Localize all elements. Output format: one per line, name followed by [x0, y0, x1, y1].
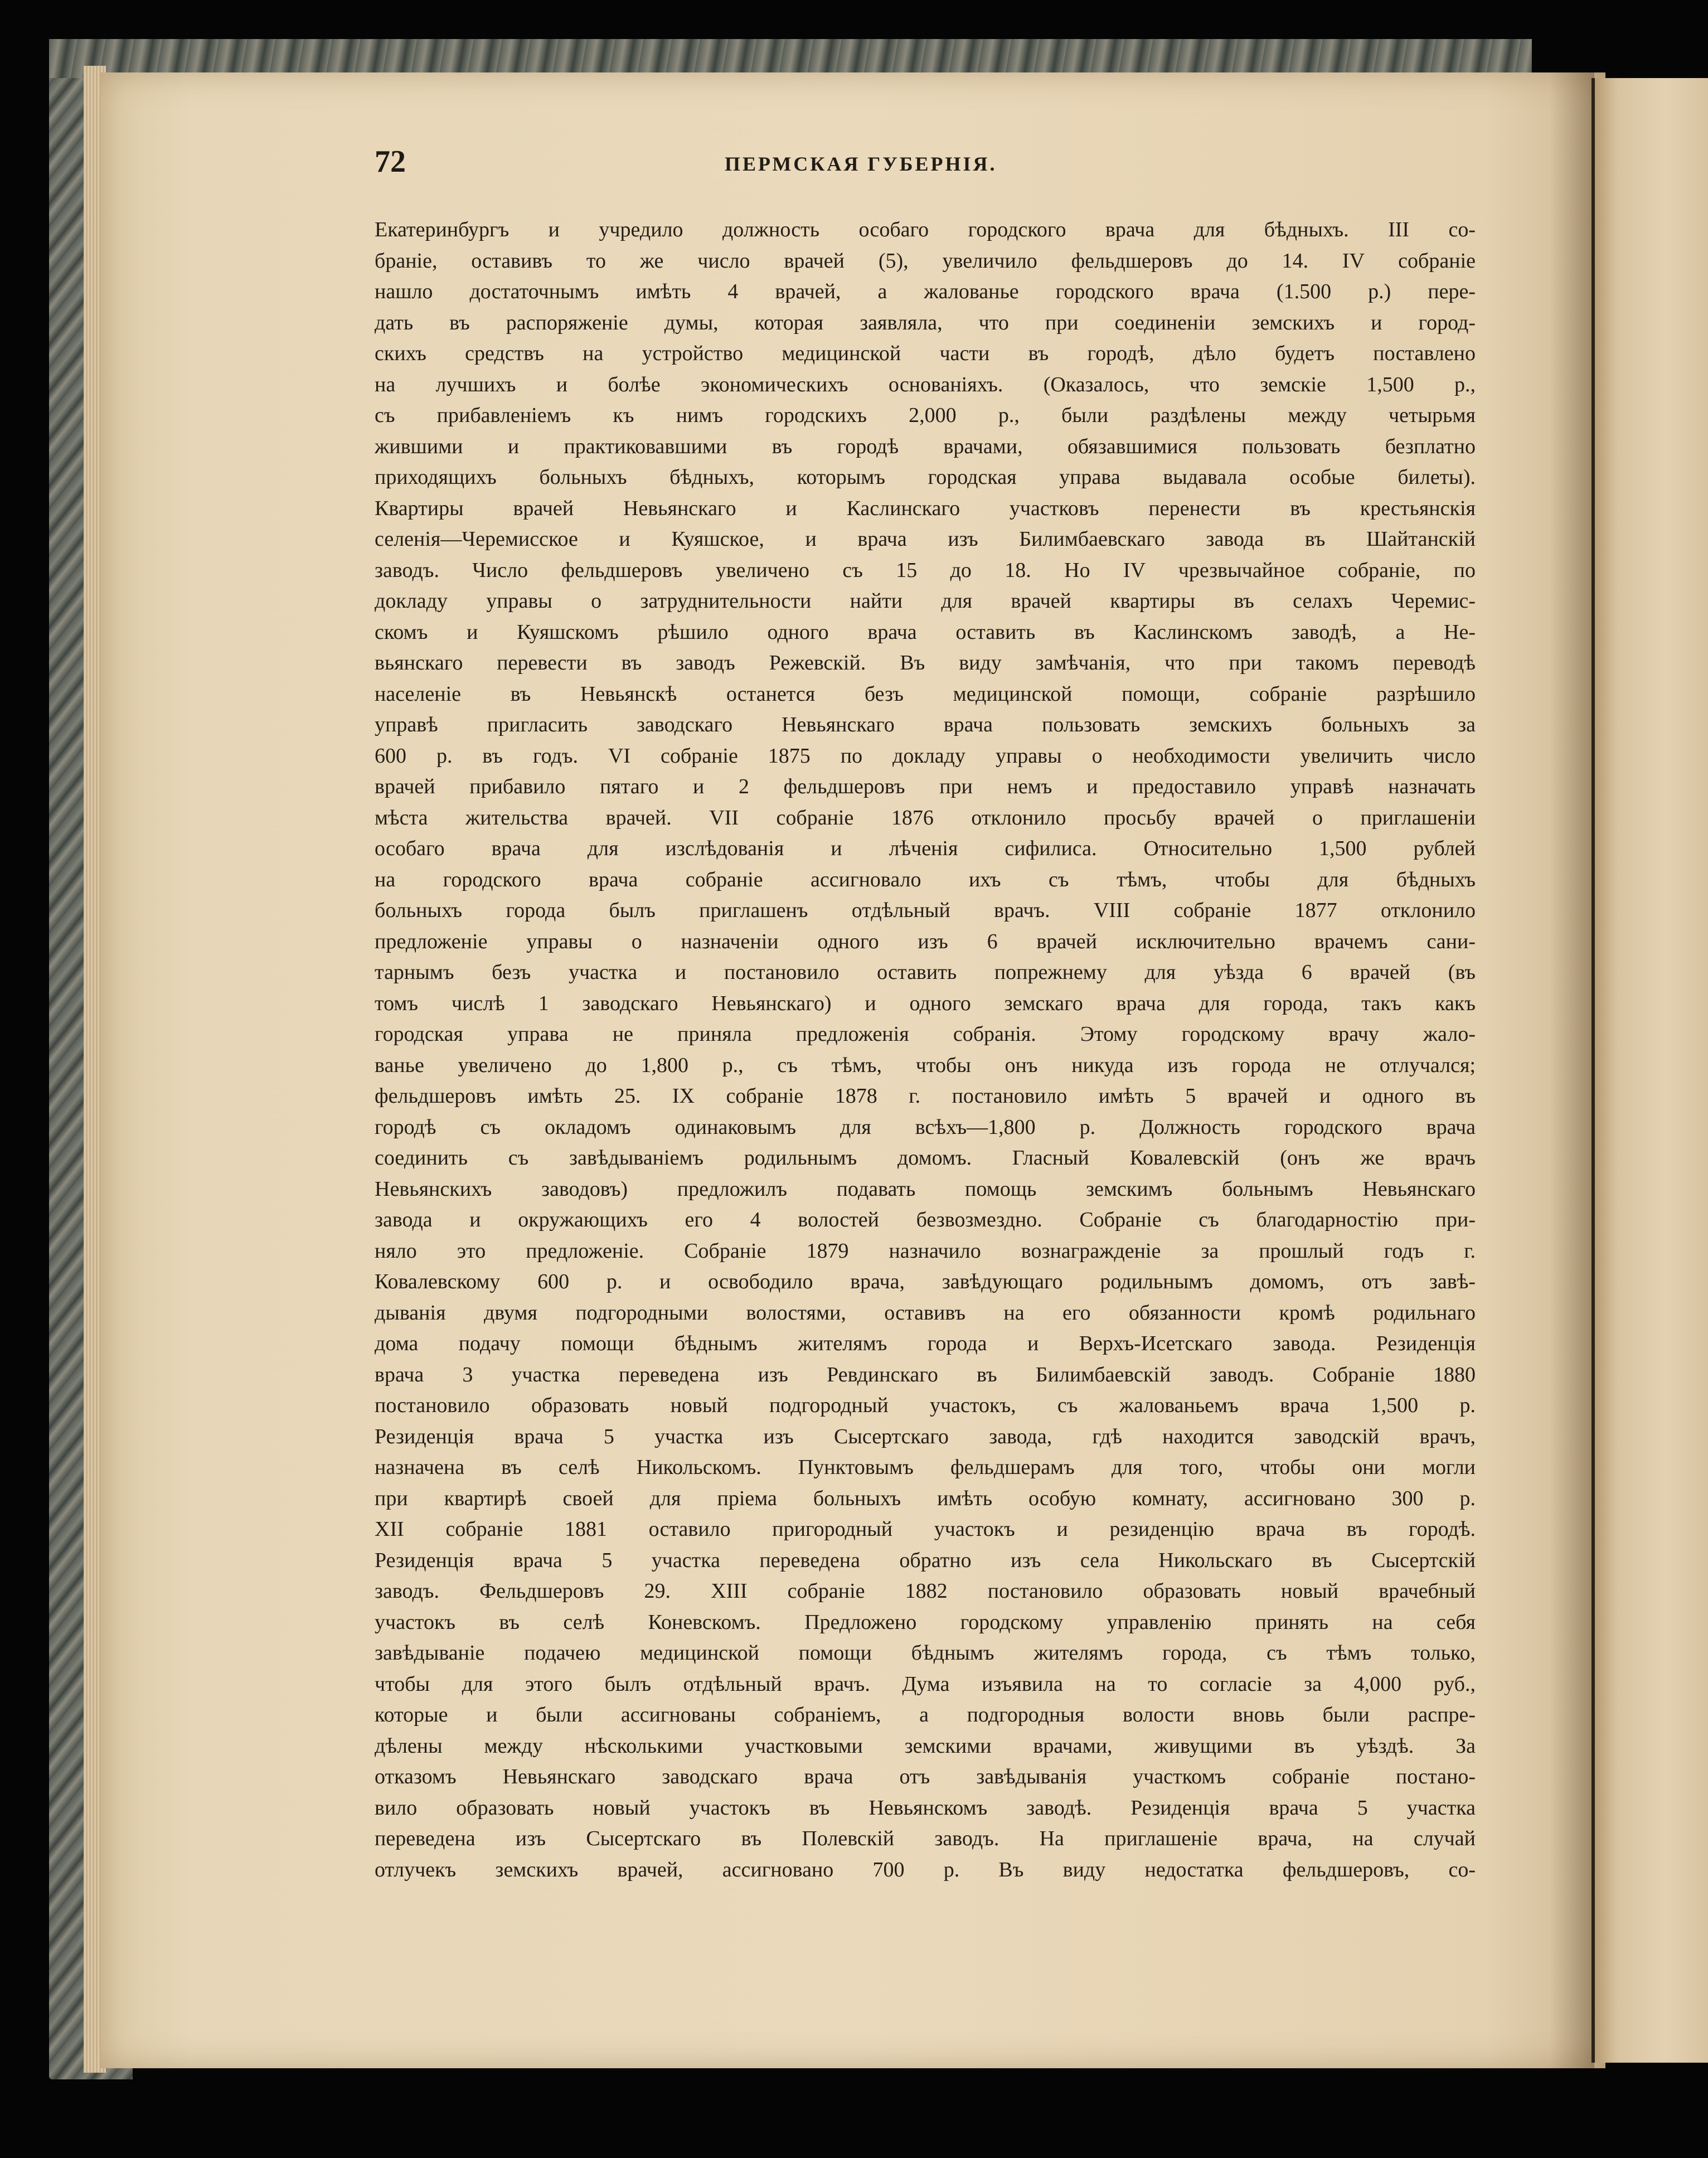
- text-line: скомъ и Куяшскомъ рѣшило одного врача оставить въ Каслинскомъ заводѣ, а Не-: [375, 620, 1476, 644]
- text-line: ванье увеличено до 1,800 р., съ тѣмъ, чтобы онъ никуда изъ города не отлучался;: [375, 1053, 1476, 1077]
- text-line: на лучшихъ и болѣе экономическихъ основаніяхъ. (Оказалось, что земскіе 1,500 р.,: [375, 372, 1476, 396]
- text-line: Резиденція врача 5 участка изъ Сысертскаго завода, гдѣ находится заводскій врачъ,: [375, 1424, 1476, 1448]
- text-line: тарнымъ безъ участка и постановило оставить попрежнему для уѣзда 6 врачей (въ: [375, 961, 1476, 984]
- text-line: чтобы для этого былъ отдѣльный врачъ. Дума изъявила на то согласіе за 4,000 руб.,: [375, 1672, 1476, 1696]
- text-line: больныхъ города былъ приглашенъ отдѣльный врачъ. VIII собраніе 1877 отклонило: [375, 899, 1476, 922]
- text-line: браніе, оставивъ то же число врачей (5), увеличило фельдшеровъ до 14. IV собраніе: [375, 249, 1476, 273]
- text-line: докладу управы о затруднительности найти для врачей квартиры въ селахъ Черемис-: [375, 589, 1476, 613]
- text-line: городская управа не приняла предложенія собранія. Этому городскому врачу жало-: [375, 1022, 1476, 1046]
- running-title: ПЕРМСКАЯ ГУБЕРНІЯ.: [725, 153, 997, 175]
- text-line: вьянскаго перевести въ заводъ Режевскій. Въ виду замѣчанія, что при такомъ переводѣ: [375, 651, 1476, 675]
- text-line: на городского врача собраніе ассигновало ихъ съ тѣмъ, чтобы для бѣдныхъ: [375, 867, 1476, 891]
- text-line: Невьянскихъ заводовъ) предложилъ подавать помощь земскимъ больнымъ Невьянскаго: [375, 1177, 1476, 1201]
- text-line: XII собраніе 1881 оставило пригородный участокъ и резиденцію врача въ городѣ.: [375, 1517, 1476, 1541]
- text-line: Ковалевскому 600 р. и освободило врача, завѣдующаго родильнымъ домомъ, отъ завѣ-: [375, 1270, 1476, 1293]
- text-line: Екатеринбургъ и учредило должность особаго городского врача для бѣдныхъ. III со-: [375, 218, 1476, 241]
- text-line: вило образовать новый участокъ въ Невьянскомъ заводѣ. Резиденція врача 5 участка: [375, 1796, 1476, 1820]
- text-line: населеніе въ Невьянскѣ останется безъ медицинской помощи, собраніе разрѣшило: [375, 682, 1476, 706]
- next-page-edge: [1591, 78, 1708, 2063]
- text-line: городѣ съ окладомъ одинаковымъ для всѣхъ—1,800 р. Должность городского врача: [375, 1115, 1476, 1139]
- text-line: отказомъ Невьянскаго заводскаго врача отъ завѣдыванія участкомъ собраніе постано-: [375, 1765, 1476, 1788]
- text-line: управѣ пригласить заводскаго Невьянскаго врача пользовать земскихъ больныхъ за: [375, 713, 1476, 736]
- text-line: которые и были ассигнованы собраніемъ, а подгородныя волости вновь были распре-: [375, 1703, 1476, 1727]
- text-line: съ прибавленіемъ къ нимъ городскихъ 2,000 р., были раздѣлены между четырьмя: [375, 404, 1476, 427]
- text-line: участокъ въ селѣ Коневскомъ. Предложено городскому управленію принять на себя: [375, 1610, 1476, 1634]
- text-line: заводъ. Фельдшеровъ 29. XIII собраніе 1882 постановило образовать новый врачебный: [375, 1579, 1476, 1603]
- text-line: врачей прибавило пятаго и 2 фельдшеровъ при немъ и предоставило управѣ назначать: [375, 775, 1476, 798]
- text-line: дома подачу помощи бѣднымъ жителямъ города и Верхъ-Исетскаго завода. Резиденція: [375, 1332, 1476, 1355]
- text-line: назначена въ селѣ Никольскомъ. Пунктовымъ фельдшерамъ для того, чтобы они могли: [375, 1456, 1476, 1479]
- text-line: заводъ. Число фельдшеровъ увеличено съ 15 до 18. Но IV чрезвычайное собраніе, по: [375, 558, 1476, 582]
- text-line: постановило образовать новый подгородный участокъ, съ жалованьемъ врача 1,500 р.: [375, 1394, 1476, 1417]
- text-line: жившими и практиковавшими въ городѣ врачами, обязавшимися пользовать безплатно: [375, 434, 1476, 458]
- body-text: [375, 215, 1476, 1885]
- text-line: Квартиры врачей Невьянскаго и Каслинскаго участковъ перенести въ крестьянскія: [375, 496, 1476, 520]
- text-line: Резиденція врача 5 участка переведена обратно изъ села Никольскаго въ Сысертскій: [375, 1548, 1476, 1572]
- text-line: дыванія двумя подгородными волостями, оставивъ на его обязанности кромѣ родильнаго: [375, 1301, 1476, 1325]
- text-line: при квартирѣ своей для пріема больныхъ имѣть особую комнату, ассигновано 300 р.: [375, 1486, 1476, 1510]
- gutter-shadow: [1550, 72, 1594, 2068]
- text-line: селенія—Черемисское и Куяшское, и врача изъ Билимбаевскаго завода въ Шайтанскій: [375, 527, 1476, 551]
- text-line: переведена изъ Сысертскаго въ Полевскій заводъ. На приглашеніе врача, на случай: [375, 1827, 1476, 1850]
- text-line: врача 3 участка переведена изъ Ревдинскаго въ Билимбаевскій заводъ. Собраніе 1880: [375, 1362, 1476, 1386]
- text-line: соединить съ завѣдываніемъ родильнымъ домомъ. Гласный Ковалевскій (онъ же врачъ: [375, 1146, 1476, 1170]
- text-line: мѣста жительства врачей. VII собраніе 1876 отклонило просьбу врачей о приглашеніи: [375, 806, 1476, 830]
- text-line: отлучекъ земскихъ врачей, ассигновано 700 р. Въ виду недостатка фельдшеровъ, со-: [375, 1858, 1476, 1881]
- text-line: фельдшеровъ имѣть 25. IX собраніе 1878 г. постановило имѣть 5 врачей и одного въ: [375, 1084, 1476, 1108]
- text-line: няло это предложеніе. Собраніе 1879 назначило вознагражденіе за прошлый годъ г.: [375, 1239, 1476, 1263]
- text-line: предложеніе управы о назначеніи одного изъ 6 врачей исключительно врачемъ сани-: [375, 929, 1476, 953]
- text-line: скихъ средствъ на устройство медицинской части въ городѣ, дѣло будетъ поставлено: [375, 342, 1476, 365]
- text-line: нашло достаточнымъ имѣть 4 врачей, а жалованье городского врача (1.500 р.) пере-: [375, 280, 1476, 303]
- page-number: 72: [375, 144, 406, 179]
- text-line: томъ числѣ 1 заводскаго Невьянскаго) и одного земскаго врача для города, такъ какъ: [375, 991, 1476, 1015]
- text-line: завѣдываніе подачею медицинской помощи бѣднымъ жителямъ города, съ тѣмъ только,: [375, 1641, 1476, 1665]
- text-line: дать въ распоряженіе думы, которая заявляла, что при соединеніи земскихъ и город-: [375, 311, 1476, 334]
- text-line: дѣлены между нѣсколькими участковыми земскими врачами, живущими въ уѣздѣ. За: [375, 1734, 1476, 1758]
- text-line: приходящихъ больныхъ бѣдныхъ, которымъ городская управа выдавала особые билеты).: [375, 465, 1476, 489]
- text-line: завода и окружающихъ его 4 волостей безвозмездно. Собраніе съ благодарностію при-: [375, 1208, 1476, 1231]
- text-line: особаго врача для изслѣдованія и лѣченія сифилиса. Относительно 1,500 рублей: [375, 837, 1476, 860]
- text-line: 600 р. въ годъ. VI собраніе 1875 по докладу управы о необходимости увеличить число: [375, 744, 1476, 768]
